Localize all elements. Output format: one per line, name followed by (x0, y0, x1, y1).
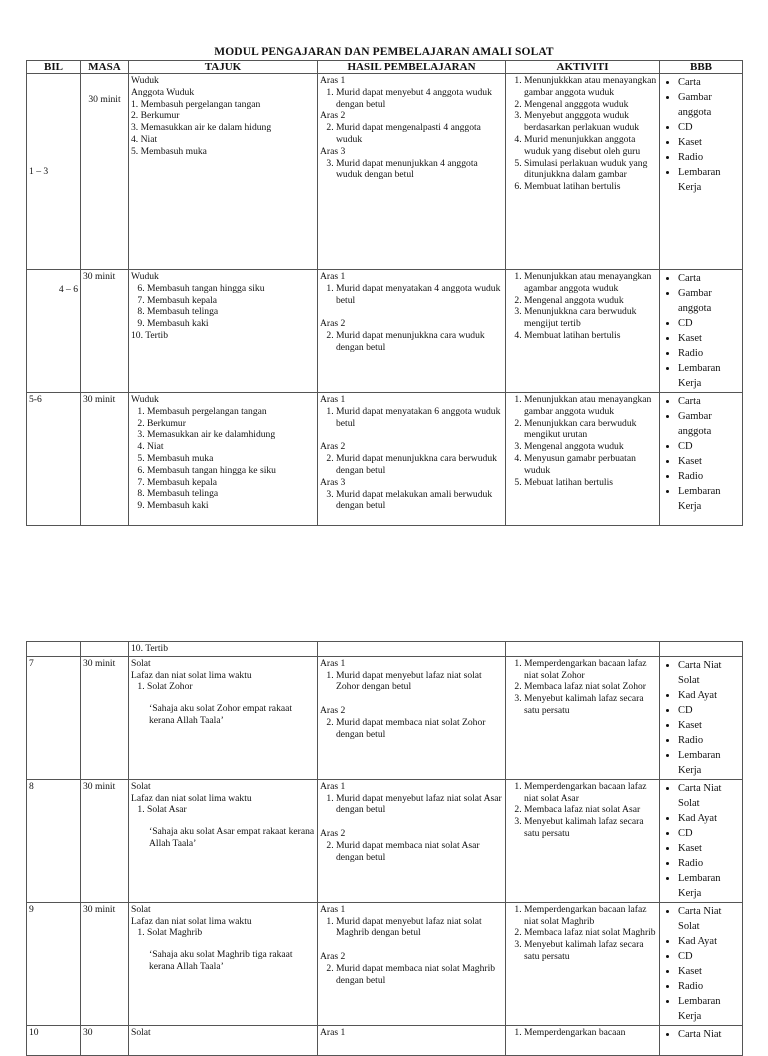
table-row (27, 1025, 743, 1055)
masa-cell: 30 minit (81, 270, 129, 393)
bil-cell: 9 (27, 902, 81, 1025)
header-hasil: HASIL PEMBELAJARAN (318, 61, 506, 74)
bil-cell: 5-6 (27, 393, 81, 526)
bbb-cell (660, 642, 743, 657)
lesson-table-page-1 (26, 60, 743, 526)
hasil-cell: Aras 1 1. Murid dapat menyebut lafaz niat solat Maghrib dengan betul Aras 2 2. Murid dapat membaca niat solat Maghrib dengan betul (318, 902, 506, 1025)
tajuk-cell: Solat Lafaz dan niat solat lima waktu 1. Solat Asar ‘Sahaja aku solat Asar empat rakaat kerana Allah Taala’ (129, 779, 318, 902)
masa-cell: 30 minit (81, 74, 129, 270)
header-bbb: BBB (660, 61, 743, 74)
masa-cell (81, 642, 129, 657)
tajuk-cell: Wuduk 1. Membasuh pergelangan tangan 2. Berkumur 3. Memasukkan air ke dalamhidung 4. Niat 5. Membasuh muka 6. Membasuh tangan hingga ke siku 7. Membasuh kepala 8. Membasuh telinga 9. Membasuh kaki (129, 393, 318, 526)
aktiviti-cell: 1. Menunjukkan atau menayangkan agambar anggota wuduk 2. Mengenal anggota wuduk 3. Menunjukkna cara berwuduk mengijut tertib 4. Membuat latihan bertulis (506, 270, 660, 393)
header-tajuk: TAJUK (129, 61, 318, 74)
tajuk-cell: Solat Lafaz dan niat solat lima waktu 1. Solat Zohor ‘Sahaja aku solat Zohor empat rakaat kerana Allah Taala’ (129, 656, 318, 779)
bbb-cell: • Carta Niat Solat • Kad Ayat • CD • Kaset • Radio • Lembaran Kerja (660, 656, 743, 779)
bbb-cell: • Carta Niat Solat • Kad Ayat • CD • Kaset • Radio • Lembaran Kerja (660, 902, 743, 1025)
table-row (27, 656, 743, 779)
bbb-cell: • Carta Niat Solat • Kad Ayat • CD • Kaset • Radio • Lembaran Kerja (660, 779, 743, 902)
table-row (27, 74, 743, 270)
tajuk-cell: 10. Tertib (129, 642, 318, 657)
bil-cell: 7 (27, 656, 81, 779)
table-row (27, 270, 743, 393)
tajuk-cell: Solat Lafaz dan niat solat lima waktu 1. Solat Maghrib ‘Sahaja aku solat Maghrib tiga rakaat kerana Allah Taala’ (129, 902, 318, 1025)
tajuk-cell: Solat (129, 1025, 318, 1055)
masa-cell: 30 minit (81, 656, 129, 779)
hasil-cell: Aras 1 1. Murid dapat menyatakan 6 anggota wuduk betul Aras 2 2. Murid dapat menunjukkna cara berwuduk dengan betul Aras 3 3. Murid dapat melakukan amali berwuduk dengan betul (318, 393, 506, 526)
table-row (27, 779, 743, 902)
aktiviti-cell: 1. Memperdengarkan bacaan (506, 1025, 660, 1055)
table-row (27, 902, 743, 1025)
header-masa: MASA (81, 61, 129, 74)
bil-cell: 1 – 3 (27, 74, 81, 270)
bbb-cell: • Carta • Gambar anggota • CD • Kaset • Radio • Lembaran Kerja (660, 270, 743, 393)
aktiviti-cell: 1. Menunjukkkan atau menayangkan gambar anggota wuduk 2. Mengenal angggota wuduk 3. Menyebut angggota wuduk berdasarkan perlakuan wuduk 4. Murid menunjukkan anggota wuduk yang disebut oleh guru 5. Simulasi perlakuan wuduk yang ditunjukkna dalam gambar 6. Membuat latihan bertulis (506, 74, 660, 270)
hasil-cell: Aras 1 1. Murid dapat menyatakan 4 anggota wuduk betul Aras 2 2. Murid dapat menunjukkna cara wuduk dengan betul (318, 270, 506, 393)
header-bil: BIL (27, 61, 81, 74)
document-title: MODUL PENGAJARAN DAN PEMBELAJARAN AMALI SOLAT (214, 46, 554, 58)
masa-cell: 30 minit (81, 779, 129, 902)
hasil-cell: Aras 1 1. Murid dapat menyebut lafaz niat solat Asar dengan betul Aras 2 2. Murid dapat membaca niat solat Asar dengan betul (318, 779, 506, 902)
masa-cell: 30 minit (81, 393, 129, 526)
masa-cell: 30 (81, 1025, 129, 1055)
hasil-cell: Aras 1 1. Murid dapat menyebut 4 anggota wuduk dengan betul Aras 2 2. Murid dapat mengenalpasti 4 anggota wuduk Aras 3 3. Murid dapat menunjukkan 4 anggota wuduk dengan betul (318, 74, 506, 270)
aktiviti-cell: 1. Memperdengarkan bacaan lafaz niat solat Maghrib 2. Membaca lafaz niat solat Maghrib 3. Menyebut kalimah lafaz secara satu persatu (506, 902, 660, 1025)
tajuk-cell: Wuduk Anggota Wuduk 1. Membasuh pergelangan tangan 2. Berkumur 3. Memasukkan air ke dalam hidung 4. Niat 5. Membasuh muka (129, 74, 318, 270)
aktiviti-cell: 1. Memperdengarkan bacaan lafaz niat solat Zohor 2. Membaca lafaz niat solat Zohor 3. Menyebut kalimah lafaz secara satu persatu (506, 656, 660, 779)
table-row (27, 642, 743, 657)
tajuk-cell: Wuduk 6. Membasuh tangan hingga siku 7. Membasuh kepala 8. Membasuh telinga 9. Membasuh kaki 10. Tertib (129, 270, 318, 393)
aktiviti-cell (506, 642, 660, 657)
bbb-cell: • Carta • Gambar anggota • CD • Kaset • Radio • Lembaran Kerja (660, 74, 743, 270)
aktiviti-cell: 1. Memperdengarkan bacaan lafaz niat solat Asar 2. Membaca lafaz niat solat Asar 3. Menyebut kalimah lafaz secara satu persatu (506, 779, 660, 902)
bil-cell: 8 (27, 779, 81, 902)
hasil-cell (318, 642, 506, 657)
bbb-cell: • Carta • Gambar anggota • CD • Kaset • Radio • Lembaran Kerja (660, 393, 743, 526)
masa-cell: 30 minit (81, 902, 129, 1025)
bil-cell (27, 642, 81, 657)
bbb-cell: • Carta Niat (660, 1025, 743, 1055)
hasil-cell: Aras 1 1. Murid dapat menyebut lafaz niat solat Zohor dengan betul Aras 2 2. Murid dapat membaca niat solat Zohor dengan betul (318, 656, 506, 779)
bil-cell: 10 (27, 1025, 81, 1055)
aktiviti-cell: 1. Menunjukkan atau menayangkan gambar anggota wuduk 2. Menunjukkan cara berwuduk mengikut urutan 3. Mengenal anggota wuduk 4. Menyusun gamabr perbuatan wuduk 5. Mebuat latihan bertulis (506, 393, 660, 526)
hasil-cell: Aras 1 (318, 1025, 506, 1055)
table-row (27, 393, 743, 526)
header-aktiviti: AKTIVITI (506, 61, 660, 74)
table-header-row (27, 61, 743, 74)
bil-cell: 4 – 6 (27, 270, 81, 393)
lesson-table-page-2 (26, 641, 743, 1056)
